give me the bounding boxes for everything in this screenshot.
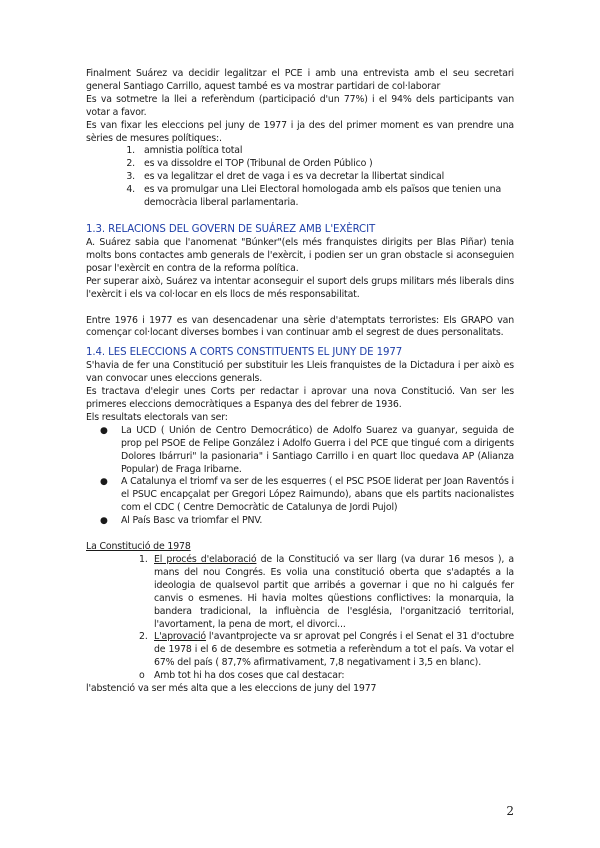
- list-item: 3. es va legalitzar el dret de vaga i es va decretar la llibertat sindical: [126, 171, 445, 183]
- list-item: 1. El procés d'elaboració de la Constitució va ser llarg (va durar 16 mesos ), a mans del nou Congrés. Es volia una constitució oberta que s'adaptés a la ideologia de qualsevol partit que arribés a governar i que no hi calgués fer canvis o esmenes. Hi havia moltes qüestions conflictives: la monarquia, la bandera tradicional, la influència de l'església, l'organització territorial, l'avortament, la pena de mort, el divorci...: [139, 554, 514, 630]
- list-item: 1. amnistia política total: [126, 145, 243, 157]
- section-1-4-heading: 1.4. LES ELECCIONS A CORTS CONSTITUENTS EL JUNY DE 1977: [86, 347, 403, 359]
- list-item: ● La UCD ( Unión de Centro Democrático) de Adolfo Suarez va guanyar, seguida de prop pel PSOE de Felipe González i Adolfo Guerra i del PCE que tingué com a dirigents Dolores Ibárruri" la pasionaria" i Santiago Carrillo i en quart lloc quedava AP (Alianza Popular) de Fraga Iribarne.: [100, 424, 514, 475]
- section-1-3-heading: 1.3. RELACIONS DEL GOVERN DE SUÁREZ AMB L'EXÈRCIT: [86, 223, 376, 235]
- constitution-list: [139, 554, 514, 670]
- bullet-icon: ●: [100, 516, 108, 527]
- section-1-3-paragraph-1: A. Suárez sabia que l'anomenat "Búnker"(els més franquistes dirigits per Blas Piñar) tenia molts bons contactes amb generals de l'exèrcit, i podien ser un gran obstacle si aconseguien posar l'exèrcit en contra de la reforma política.: [86, 236, 514, 274]
- bullet-icon: ●: [100, 477, 108, 488]
- intro-paragraph-1: Finalment Suárez va decidir legalitzar el PCE i amb una entrevista amb el seu secretari general Santiago Carrillo, aquest també es va mostrar partidari de col·laborar: [86, 68, 514, 92]
- intro-paragraph-2: Es va sotmetre la llei a referèndum (participació d'un 77%) i el 94% dels participants van votar a favor.: [86, 93, 514, 118]
- measures-list: [119, 145, 514, 210]
- intro-paragraph-3: Es van fixar les eleccions pel juny de 1977 i ja des del primer moment es van prendre una sèries de mesures polítiques:.: [86, 119, 514, 144]
- circle-bullet-icon: o: [139, 670, 145, 682]
- section-1-4-paragraph-3: Els resultats electorals van ser:: [86, 411, 228, 423]
- section-1-3-paragraph-3: Entre 1976 i 1977 es van desencadenar una sèrie d'atemptats terroristes: Els GRAPO van començar col·locant diverses bombes i van continuar amb el segrest de dues personalitats.: [86, 314, 514, 339]
- bullet-icon: ●: [100, 425, 108, 436]
- section-1-4-paragraph-1: S'havia de fer una Constitució per substituir les Lleis franquistes de la Dictadura i per això es van convocar unes eleccions generals.: [86, 360, 514, 385]
- section-1-3-paragraph-2: Per superar això, Suárez va intentar aconseguir el suport dels grups militars més liberals dins l'exèrcit i els va col·locar en els llocs de més responsabilitat.: [86, 275, 514, 300]
- list-item: ● Al País Basc va triomfar el PNV.: [100, 515, 263, 527]
- page-number: 2: [506, 804, 514, 818]
- section-1-4-paragraph-2: Es tractava d'elegir unes Corts per redactar i aprovar una nova Constitució. Van ser les primeres eleccions democràtiques a Espanya des del febrer de 1936.: [86, 386, 514, 411]
- list-item: 2. es va dissoldre el TOP (Tribunal de Orden Público ): [126, 158, 373, 170]
- list-item: 4. es va promulgar una Llei Electoral homologada amb els països que tenien una democràcia liberal parlamentaria.: [126, 184, 502, 209]
- list-item: 2. L'aprovació l'avantprojecte va sr aprovat pel Congrés i el Senat el 31 d'octubre de 1978 i el 6 de desembre es sotmetia a referèndum a tot el país. Va votar el 67% del país ( 87,7% afirmativament, 7,8 negativament i 3,5 en blanc).: [139, 631, 514, 669]
- results-list: [100, 425, 514, 528]
- list-item: ● A Catalunya el triomf va ser de les esquerres ( el PSC PSOE liderat per Joan Raventós i el PSUC encapçalat per Gregori López Raimundo), abans que els partits nacionalistes com el CDC ( Centre Democràtic de Catalunya de Jordi Pujol): [100, 476, 514, 514]
- note-item: o Amb tot hi ha dos coses que cal destacar:: [139, 670, 345, 682]
- constitution-title: La Constitució de 1978: [86, 541, 191, 553]
- constitution-last-line: l'abstenció va ser més alta que a les eleccions de juny del 1977: [86, 683, 377, 695]
